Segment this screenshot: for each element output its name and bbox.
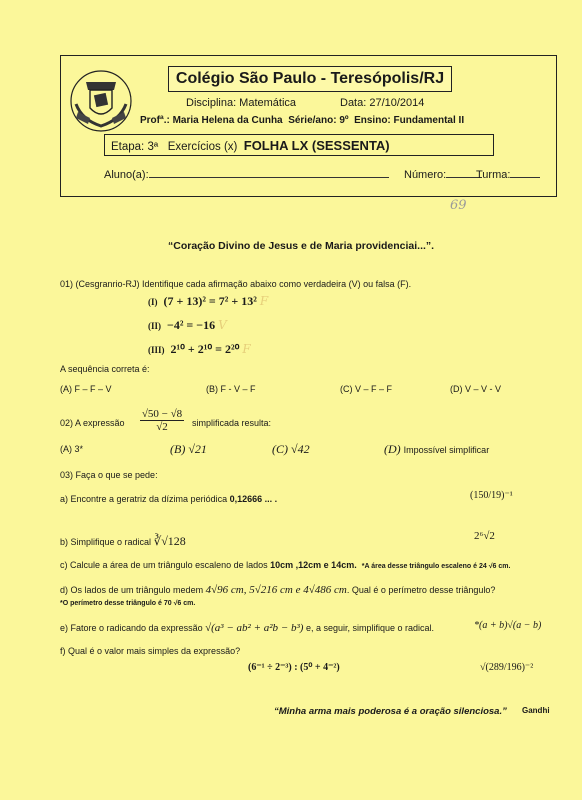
q1-seq-label: A sequência correta é: xyxy=(60,364,150,374)
q3b-answer: 2⁶√2 xyxy=(474,530,495,542)
q2-prompt: 02) A expressão xyxy=(60,418,125,428)
discipline: Disciplina: Matemática xyxy=(186,97,297,109)
number-row xyxy=(404,168,482,181)
school-crest-logo xyxy=(68,68,134,134)
pencil-note: 69 xyxy=(450,198,467,213)
student-name-field[interactable] xyxy=(149,168,389,178)
motto: “Coração Divino de Jesus e de Maria providenciai...”. xyxy=(168,240,435,252)
q1-option-d: (D) V – V - V xyxy=(450,384,502,394)
q3c: c) Calcule a área de um triângulo escaleno de lados 10cm ,12cm e 14cm. *A área desse triângulo escaleno é 24 √6 cm. xyxy=(60,560,511,570)
q1-item-2: (II) −4² = −16 V xyxy=(148,318,227,332)
q3f: f) Qual é o valor mais simples da expressão? xyxy=(60,646,241,656)
teacher: Profª.: Maria Helena da Cunha xyxy=(140,115,283,126)
q2-option-a: (A) 3* xyxy=(60,444,84,454)
q2-denominator: √2 xyxy=(156,421,168,433)
q3a-answer: (150/19)⁻¹ xyxy=(470,490,513,501)
q3b: b) Simplifique o radical ∛√128 xyxy=(60,534,186,548)
footer-author: Gandhi xyxy=(522,706,550,715)
q3d-answer: *O perímetro desse triângulo é 70 √6 cm. xyxy=(60,600,196,607)
q3f-answer: √(289/196)⁻² xyxy=(480,662,534,673)
date: Data: 27/10/2014 xyxy=(340,97,425,109)
q3e-answer: *(a + b)√(a − b) xyxy=(474,620,542,631)
q2-option-c: (C) √42 xyxy=(272,442,310,456)
q3a: a) Encontre a geratriz da dízima periódica 0,12666 ... . xyxy=(60,494,278,504)
q1-item-3: (III) 2¹⁰ + 2¹⁰ = 2²⁰ F xyxy=(148,342,251,356)
q1-option-b: (B) F - V – F xyxy=(206,384,256,394)
q1-option-a: (A) F – F – V xyxy=(60,384,112,394)
stage-label: Etapa: 3ª xyxy=(111,141,159,153)
teacher-line xyxy=(140,115,464,126)
q2-suffix: simplificada resulta: xyxy=(192,418,272,428)
q3d: d) Os lados de um triângulo medem 4√96 cm, 5√216 cm e 4√486 cm. Qual é o perímetro desse triângulo? xyxy=(60,584,496,596)
class-row xyxy=(476,168,540,181)
number-label: Número: xyxy=(404,169,447,181)
level: Ensino: Fundamental II xyxy=(354,115,465,126)
class-label: Turma: xyxy=(476,169,511,181)
exercises-label: Exercícios (x) xyxy=(167,141,238,153)
q1-option-c: (C) V – F – F xyxy=(340,384,393,394)
class-field[interactable] xyxy=(510,168,540,178)
footer-quote: “Minha arma mais poderosa é a oração silenciosa.” xyxy=(274,706,507,717)
student-row xyxy=(104,168,389,181)
sheet-title: FOLHA LX (SESSENTA) xyxy=(243,138,390,153)
student-label: Aluno(a): xyxy=(104,169,149,181)
stage-box xyxy=(104,134,494,156)
grade: Série/ano: 9º xyxy=(288,115,349,126)
q2-numerator: √50 − √8 xyxy=(141,408,183,420)
q2-option-d: (D) Impossível simplificar xyxy=(384,442,490,456)
q2-fraction xyxy=(140,408,184,433)
q1-prompt: 01) (Cesgranrio-RJ) Identifique cada afirmação abaixo como verdadeira (V) ou falsa (F). xyxy=(60,279,412,289)
q3f-expr: (6⁻¹ ÷ 2⁻³) : (5⁰ + 4⁻²) xyxy=(248,662,340,673)
q3-prompt: 03) Faça o que se pede: xyxy=(60,470,158,480)
school-title: Colégio São Paulo - Teresópolis/RJ xyxy=(168,66,452,92)
q3e: e) Fatore o radicando da expressão √(a³ − ab² + a²b − b³) e, a seguir, simplifique o radical. xyxy=(60,622,435,634)
q1-item-1: (I) (7 + 13)² = 7² + 13² F xyxy=(148,294,269,308)
q2-option-b: (B) √21 xyxy=(170,442,207,456)
